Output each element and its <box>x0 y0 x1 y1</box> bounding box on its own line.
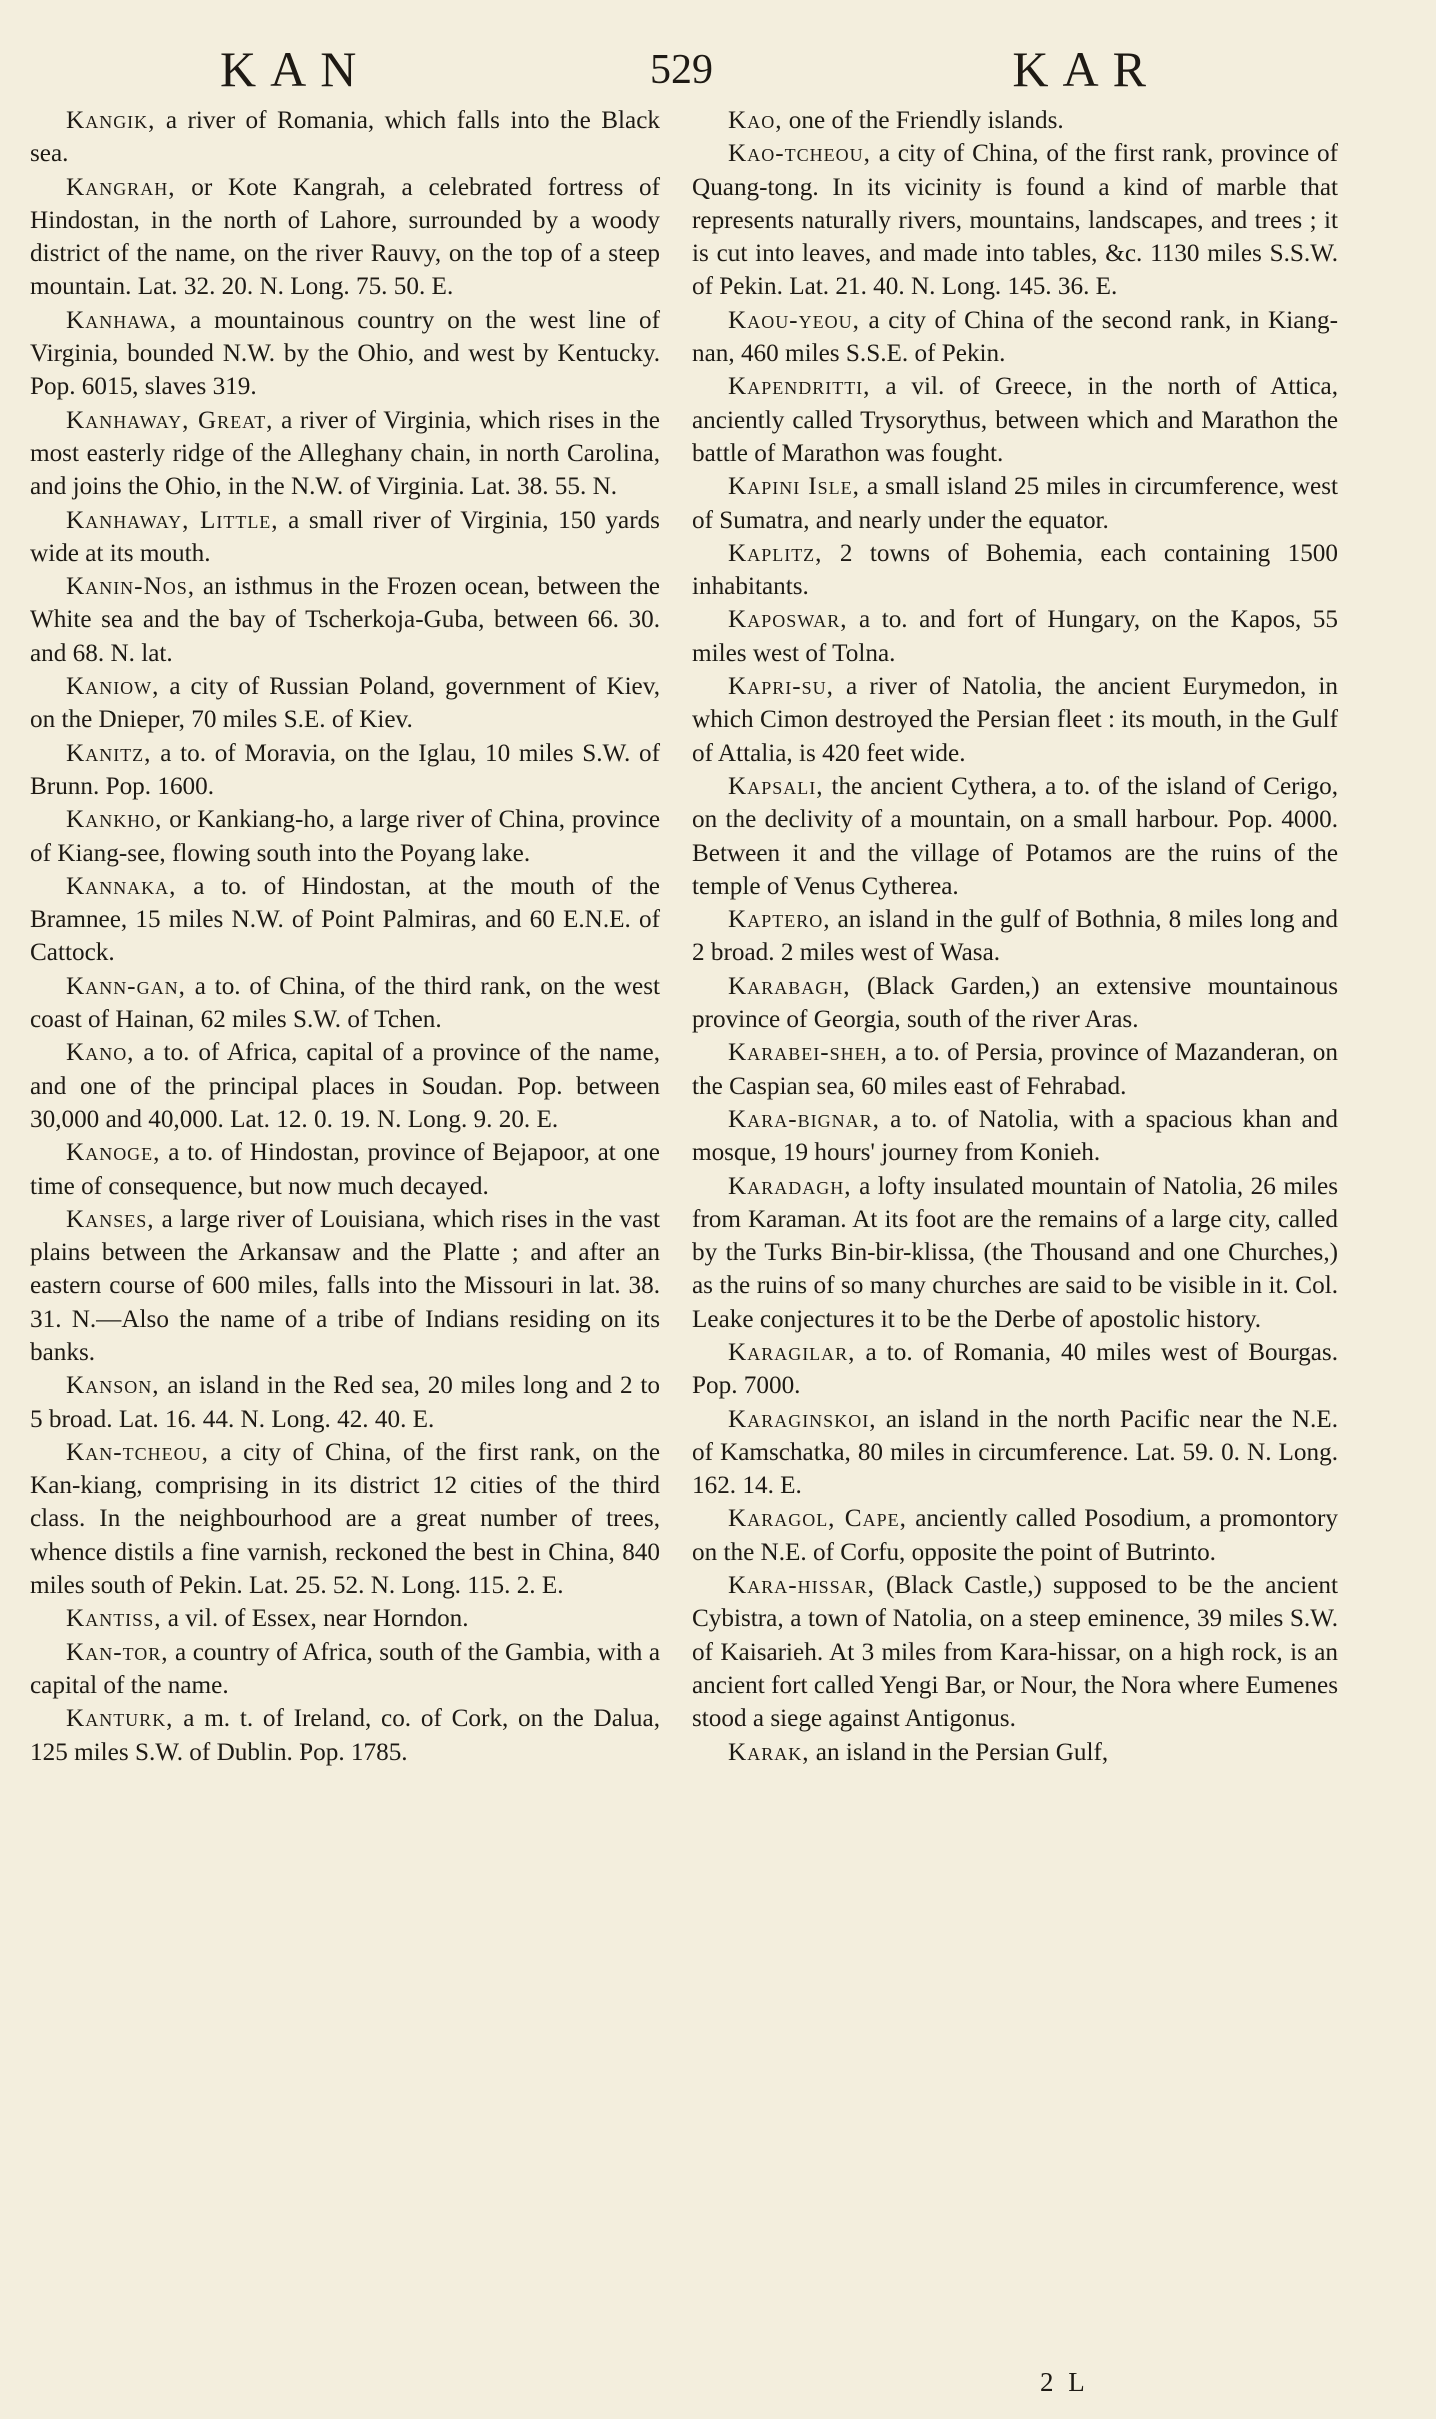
entry-headword: Kannaka, <box>66 872 177 900</box>
entry-text: an island in the north Pacific near the N.E. of Kamschatka, 80 miles in circumference. Lat. 59. 0. N. Long. 162. 14. E. <box>692 1405 1338 1500</box>
entry-headword: Kanson, <box>66 1372 160 1400</box>
gazetteer-entry <box>30 1602 660 1635</box>
gazetteer-entry <box>692 770 1338 903</box>
gazetteer-entry <box>692 304 1338 371</box>
left-column <box>30 104 660 1769</box>
gazetteer-entry <box>692 1170 1338 1336</box>
running-header <box>220 40 1160 100</box>
entry-headword: Kara-hissar, <box>728 1572 875 1600</box>
gazetteer-entry <box>692 470 1338 537</box>
entry-headword: Kanses, <box>66 1205 155 1233</box>
entry-text: an island in the Red sea, 20 miles long and 2 to 5 broad. Lat. 16. 44. N. Long. 42. 40. E. <box>30 1372 660 1433</box>
gazetteer-entry <box>30 104 660 171</box>
header-right-guide-word: KAR <box>1012 41 1160 97</box>
entry-text: a city of China of the second rank, in Kiang-nan, 460 miles S.S.E. of Pekin. <box>692 306 1338 368</box>
entry-headword: Karabei-sheh, <box>728 1039 888 1067</box>
entry-headword: Kanhaway, Great, <box>66 406 274 434</box>
gazetteer-entry <box>30 1136 660 1203</box>
entry-headword: Kapini Isle, <box>728 473 860 501</box>
entry-headword: Kapendritti, <box>728 373 871 401</box>
entry-text: a to. of China, of the third rank, on the west coast of Hainan, 62 miles S.W. of Tchen. <box>30 972 660 1034</box>
entry-headword: Kanin-Nos, <box>66 573 196 601</box>
entry-text: a river of Natolia, the ancient Eurymedon, in which Cimon destroyed the Persian fleet : its mouth, in the Gulf of Attalia, is 420 feet wide. <box>692 673 1338 767</box>
gazetteer-entry <box>30 171 660 304</box>
gazetteer-entry <box>692 370 1338 470</box>
entry-headword: Kanhawa, <box>66 306 178 334</box>
gazetteer-entry <box>692 670 1338 770</box>
gazetteer-entry <box>30 1203 660 1369</box>
entry-headword: Karak, <box>728 1738 810 1766</box>
entry-text: anciently called Posodium, a promontory on the N.E. of Corfu, opposite the point of Butrinto. <box>692 1505 1338 1566</box>
gazetteer-entry <box>692 603 1338 670</box>
entry-headword: Kao-tcheou, <box>728 140 871 168</box>
gazetteer-entry <box>692 537 1338 604</box>
gazetteer-entry <box>692 1103 1338 1170</box>
entry-text: a large river of Louisiana, which rises in the vast plains between the Arkansaw and the Platte ; and after an eastern course of 600 miles, falls into the Missouri in lat. 38. 31. N.—Also the name of a tribe of Indians residing on its banks. <box>30 1205 660 1366</box>
entry-headword: Kan-tor, <box>66 1638 169 1666</box>
entry-headword: Kan-tcheou, <box>66 1438 209 1466</box>
gazetteer-entry <box>30 737 660 804</box>
signature-mark: 2 L <box>1040 2367 1089 2397</box>
gazetteer-entry <box>30 404 660 504</box>
gazetteer-entry <box>30 670 660 737</box>
gazetteer-entry <box>692 970 1338 1037</box>
entry-headword: Kaposwar, <box>728 606 848 634</box>
entry-text: a small river of Virginia, 150 yards wide at its mouth. <box>30 506 660 567</box>
page-number: 529 <box>650 47 713 93</box>
gazetteer-entry <box>30 1636 660 1703</box>
entry-headword: Karadagh, <box>728 1172 852 1200</box>
entry-text: a small island 25 miles in circumference, west of Sumatra, and nearly under the equator. <box>692 473 1338 534</box>
entry-headword: Kapsali, <box>728 772 824 800</box>
entry-text: a lofty insulated mountain of Natolia, 26 miles from Karaman. At its foot are the remains of a large city, called by the Turks Bin-bir-klissa, (the Thousand and one Churches,) as the ruins of so many churches are said to be visible in it. Col. Leake conjectures it to be the Derbe of apostolic history. <box>692 1172 1338 1333</box>
gazetteer-entry <box>30 1369 660 1436</box>
entry-text: or Kote Kangrah, a celebrated fortress of Hindostan, in the north of Lahore, surrounded by a woody district of the name, on the river Rauvy, on the top of a steep mountain. Lat. 32. 20. N. Long. 75. 50. E. <box>30 173 660 301</box>
gazetteer-entry <box>30 304 660 404</box>
gazetteer-entry <box>692 137 1338 303</box>
entry-text: a to. and fort of Hungary, on the Kapos, 55 miles west of Tolna. <box>692 606 1338 667</box>
entry-headword: Kangrah, <box>66 173 176 201</box>
gazetteer-entry <box>30 803 660 870</box>
gazetteer-entry <box>30 570 660 670</box>
right-column <box>692 104 1338 1769</box>
entry-text: an isthmus in the Frozen ocean, between the White sea and the bay of Tscherkoja-Guba, between 66. 30. and 68. N. lat. <box>30 573 660 667</box>
entry-text: a to. of Romania, 40 miles west of Bourgas. Pop. 7000. <box>692 1338 1338 1400</box>
entry-text: one of the Friendly islands. <box>782 107 1064 134</box>
entry-text: the ancient Cythera, a to. of the island of Cerigo, on the declivity of a mountain, on a small harbour. Pop. 4000. Between it and the village of Potamos are the ruins of the temple of Venus Cytherea. <box>692 772 1338 900</box>
gazetteer-entry <box>692 903 1338 970</box>
gazetteer-entry <box>692 1403 1338 1503</box>
gazetteer-entry <box>30 1036 660 1136</box>
entry-text: a vil. of Greece, in the north of Attica, anciently called Trysorythus, between which and Marathon the battle of Marathon was fought. <box>692 373 1338 467</box>
entry-text: or Kankiang-ho, a large river of China, province of Kiang-see, flowing south into the Poyang lake. <box>30 806 660 867</box>
gazetteer-entry <box>30 970 660 1037</box>
entry-text: 2 towns of Bohemia, each containing 1500 inhabitants. <box>692 539 1338 601</box>
entry-headword: Kaniow, <box>66 673 160 701</box>
entry-text: a m. t. of Ireland, co. of Cork, on the Dalua, 125 miles S.W. of Dublin. Pop. 1785. <box>30 1705 660 1766</box>
entry-text: a vil. of Essex, near Horndon. <box>161 1605 469 1633</box>
entry-text: a river of Virginia, which rises in the most easterly ridge of the Alleghany chain, in north Carolina, and joins the Ohio, in the N.W. of Virginia. Lat. 38. 55. N. <box>30 406 660 501</box>
gazetteer-entry <box>692 1502 1338 1569</box>
entry-headword: Karagol, Cape, <box>728 1505 907 1533</box>
entry-headword: Kangik, <box>66 107 156 134</box>
entry-text: an island in the Persian Gulf, <box>809 1738 1109 1766</box>
gazetteer-entry <box>692 1336 1338 1403</box>
entry-text: a to. of Hindostan, province of Bejapoor, at one time of consequence, but now much decayed. <box>30 1139 660 1200</box>
gazetteer-entry <box>30 1702 660 1769</box>
gazetteer-entry <box>30 870 660 970</box>
entry-text: (Black Castle,) supposed to be the ancient Cybistra, a town of Natolia, on a steep eminence, 39 miles S.W. of Kaisarieh. At 3 miles from Kara-hissar, on a high rock, is an ancient fort called Yengi Bar, or Nour, the Nora where Eumenes stood a siege against Antigonus. <box>692 1572 1338 1733</box>
entry-headword: Kapri-su, <box>728 673 834 701</box>
entry-text: a mountainous country on the west line of Virginia, bounded N.W. by the Ohio, and west by Kentucky. Pop. 6015, slaves 319. <box>30 306 660 401</box>
gazetteer-entry <box>692 104 1338 137</box>
entry-text: (Black Garden,) an extensive mountainous province of Georgia, south of the river Aras. <box>692 972 1338 1034</box>
entry-headword: Kanturk, <box>66 1705 174 1733</box>
entry-headword: Karabagh, <box>728 972 851 1000</box>
entry-text: a to. of Moravia, on the Iglau, 10 miles S.W. of Brunn. Pop. 1600. <box>30 739 660 800</box>
entry-headword: Kantiss, <box>66 1605 162 1633</box>
entry-headword: Kanitz, <box>66 739 152 767</box>
entry-text: a to. of Africa, capital of a province of the name, and one of the principal places in Soudan. Pop. between 30,000 and 40,000. Lat. 12. 0. 19. N. Long. 9. 20. E. <box>30 1039 660 1133</box>
entry-text: a city of China, of the first rank, on the Kan-kiang, comprising in its district 12 cities of the third class. In the neighbourhood are a great number of trees, whence distils a fine varnish, reckoned the best in China, 840 miles south of Pekin. Lat. 25. 52. N. Long. 115. 2. E. <box>30 1438 660 1600</box>
entry-text: a city of Russian Poland, government of Kiev, on the Dnieper, 70 miles S.E. of Kiev. <box>30 673 660 734</box>
entry-text: a to. of Natolia, with a spacious khan and mosque, 19 hours' journey from Konieh. <box>692 1105 1338 1167</box>
entry-text: a city of China, of the first rank, province of Quang-tong. In its vicinity is found a kind of marble that represents naturally rivers, mountains, landscapes, and trees ; it is cut into leaves, and made into tables, &c. 1130 miles S.S.W. of Pekin. Lat. 21. 40. N. Long. 145. 36. E. <box>692 140 1338 301</box>
entry-headword: Kankho, <box>66 806 163 834</box>
gazetteer-entry <box>30 1436 660 1602</box>
gazetteer-entry <box>692 1736 1338 1769</box>
entry-headword: Karagilar, <box>728 1338 856 1366</box>
gazetteer-entry <box>692 1036 1338 1103</box>
entry-headword: Kara-bignar, <box>728 1105 880 1133</box>
entry-text: a to. of Hindostan, at the mouth of the Bramnee, 15 miles N.W. of Point Palmiras, and 60 E.N.E. of Cattock. <box>30 872 660 967</box>
entry-text: a to. of Persia, province of Mazanderan, on the Caspian sea, 60 miles east of Fehrabad. <box>692 1039 1338 1100</box>
entry-text: a country of Africa, south of the Gambia, with a capital of the name. <box>30 1638 660 1699</box>
entry-headword: Karaginskoi, <box>728 1405 877 1433</box>
header-left-guide-word: KAN <box>220 41 371 97</box>
entry-headword: Kanoge, <box>66 1139 161 1167</box>
entry-headword: Kaplitz, <box>728 539 823 567</box>
entry-headword: Kao, <box>728 107 783 134</box>
entry-headword: Kano, <box>66 1039 135 1067</box>
entry-headword: Kaou-yeou, <box>728 306 860 334</box>
entry-text: a river of Romania, which falls into the Black sea. <box>30 107 660 168</box>
entry-headword: Kanhaway, Little, <box>66 506 279 534</box>
gazetteer-entry <box>30 504 660 571</box>
entry-headword: Kaptero, <box>728 906 831 934</box>
entry-text: an island in the gulf of Bothnia, 8 miles long and 2 broad. 2 miles west of Wasa. <box>692 906 1338 967</box>
entry-headword: Kann-gan, <box>66 972 186 1000</box>
gazetteer-entry <box>692 1569 1338 1735</box>
